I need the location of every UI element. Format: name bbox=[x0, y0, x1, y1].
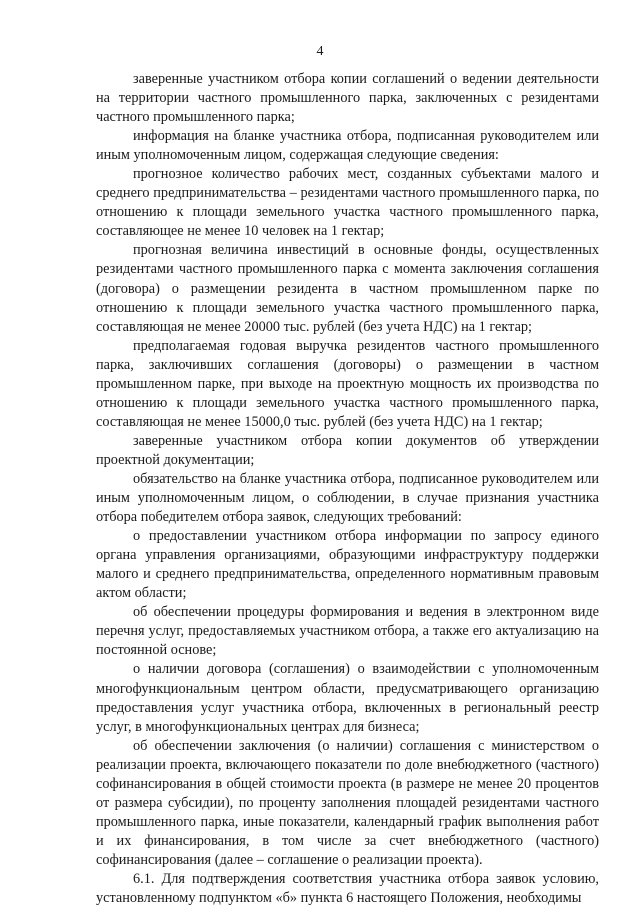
paragraph: об обеспечении процедуры формирования и ведения в электронном виде перечня услуг, предоставляемых участником отбора, а также его актуализацию на постоянной основе; bbox=[96, 604, 599, 659]
paragraph: предполагаемая годовая выручка резидентов частного промышленного парка, заключивших соглашения (договоры) о размещении в частном промышленном парке, при выходе на проектную мощность их производства по отношению к площади земельного участка частного промышленного парка, составляющая не менее 15000,0 тыс. рублей (без учета НДС) на 1 гектар; bbox=[96, 337, 599, 430]
page-number: 4 bbox=[316, 44, 324, 59]
paragraph: о предоставлении участником отбора информации по запросу единого органа управления организациями, образующими инфраструктуру поддержки малого и среднего предпринимательства, определенного нормативным правовым актом области; bbox=[96, 528, 599, 602]
paragraph: об обеспечении заключения (о наличии) соглашения с министерством о реализации проекта, включающего показатели по доле внебюджетного (частного) софинансирования в общей стоимости проекта (в размере не менее 20 процентов от размера субсидии), по проценту заполнения площадей резидентами частного промышленного парка, иные показатели, календарный график выполнения работ и их финансирования, в том числе за счет внебюджетного (частного) софинансирования (далее – соглашение о реализации проекта). bbox=[96, 737, 599, 868]
document-body bbox=[96, 70, 599, 908]
paragraph: прогнозное количество рабочих мест, созданных субъектами малого и среднего предпринимательства – резидентами частного промышленного парка, по отношению к площади земельного участка частного промышленного парка, составляющее не менее 10 человек на 1 гектар; bbox=[96, 166, 599, 240]
paragraph: о наличии договора (соглашения) о взаимодействии с уполномоченным многофункциональным центром области, предусматривающего организацию предоставления услуг участника отбора, включенных в региональный реестр услуг, в многофункциональных центрах для бизнеса; bbox=[96, 661, 599, 735]
paragraph: 6.1. Для подтверждения соответствия участника отбора заявок условию, установленному подпунктом «б» пункта 6 настоящего Положения, необходимы bbox=[96, 870, 599, 907]
paragraph: обязательство на бланке участника отбора, подписанное руководителем или иным уполномоченным лицом, о соблюдении, в случае признания участника отбора победителем отбора заявок, следующих требований: bbox=[96, 470, 599, 526]
paragraph: заверенные участником отбора копии соглашений о ведении деятельности на территории частного промышленного парка, заключенных с резидентами частного промышленного парка; bbox=[96, 71, 599, 126]
paragraph: информация на бланке участника отбора, подписанная руководителем или иным уполномоченным лицом, содержащая следующие сведения: bbox=[96, 128, 599, 164]
paragraph: заверенные участником отбора копии документов об утверждении проектной документации; bbox=[96, 432, 599, 468]
paragraph: прогнозная величина инвестиций в основные фонды, осуществленных резидентами частного промышленного парка с момента заключения соглашения (договора) о размещении резидента в частном промышленном парке по отношению к площади земельного участка частного промышленного парка, составляющая не менее 20000 тыс. рублей (без учета НДС) на 1 гектар; bbox=[96, 242, 599, 335]
